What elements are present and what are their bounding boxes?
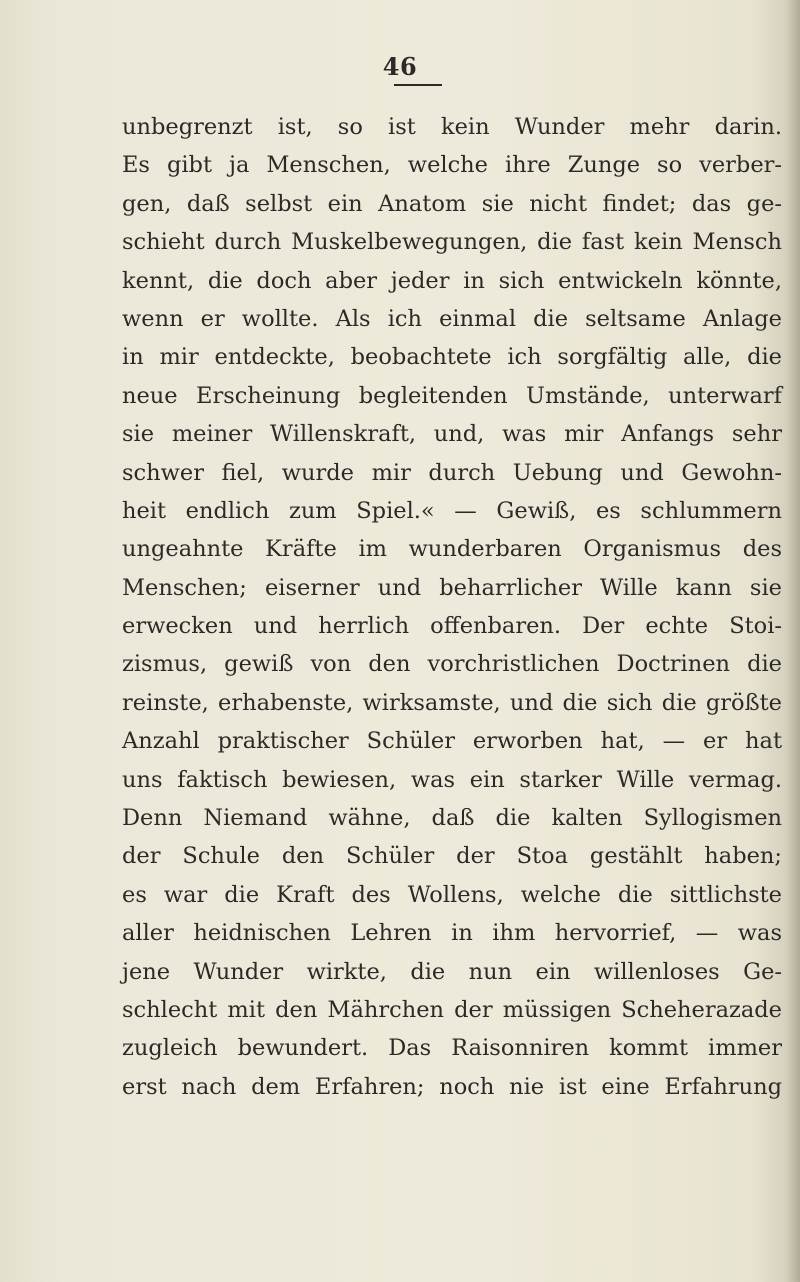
text-line: Menschen; eiserner und beharrlicher Wille kann sie [122,574,782,601]
text-line: Es gibt ja Menschen, welche ihre Zunge so verber- [122,152,782,179]
text-line: sie meiner Willenskraft, und, was mir Anfangs sehr [122,421,782,448]
text-line: ungeahnte Kräfte im wunderbaren Organismus des [122,536,782,563]
text-line: erst nach dem Erfahren; noch nie ist eine Erfahrung [122,1073,782,1100]
text-line: neue Erscheinung begleitenden Umstände, unterwarf [122,382,782,409]
text-line: uns faktisch bewiesen, was ein starker Wille vermag. [122,766,782,793]
text-line: kennt, die doch aber jeder in sich entwickeln könnte, [122,267,782,294]
text-line: schwer fiel, wurde mir durch Uebung und Gewohn- [122,459,782,486]
text-line: zugleich bewundert. Das Raisonniren kommt immer [122,1035,782,1062]
text-line: heit endlich zum Spiel.« — Gewiß, es schlummern [122,497,782,524]
text-line: erwecken und herrlich offenbaren. Der echte Stoi- [122,613,782,640]
text-line: es war die Kraft des Wollens, welche die sittlichste [122,881,782,908]
text-line: Denn Niemand wähne, daß die kalten Syllogismen [122,805,782,832]
page-edge-shadow [786,0,800,1282]
text-line: zismus, gewiß von den vorchristlichen Doctrinen die [122,651,782,678]
text-line: unbegrenzt ist, so ist kein Wunder mehr darin. [122,114,782,140]
text-line: der Schule den Schüler der Stoa gestählt haben; [122,843,782,870]
text-line: aller heidnischen Lehren in ihm hervorrief, — was [122,920,782,947]
text-line: jene Wunder wirkte, die nun ein willenloses Ge- [122,958,782,985]
text-line: reinste, erhabenste, wirksamste, und die sich die größte [122,689,782,716]
text-line: schieht durch Muskelbewegungen, die fast kein Mensch [122,229,782,256]
text-line: Anzahl praktischer Schüler erworben hat, — er hat [122,728,782,755]
text-line: in mir entdeckte, beobachtete ich sorgfältig alle, die [122,344,782,371]
body-text [122,108,782,1106]
page-number-underline [394,84,442,86]
text-line: gen, daß selbst ein Anatom sie nicht findet; das ge- [122,190,782,217]
text-line: schlecht mit den Mährchen der müssigen Scheherazade [122,996,782,1023]
text-line: wenn er wollte. Als ich einmal die seltsame Anlage [122,305,782,332]
page-number: 46 [382,52,418,81]
